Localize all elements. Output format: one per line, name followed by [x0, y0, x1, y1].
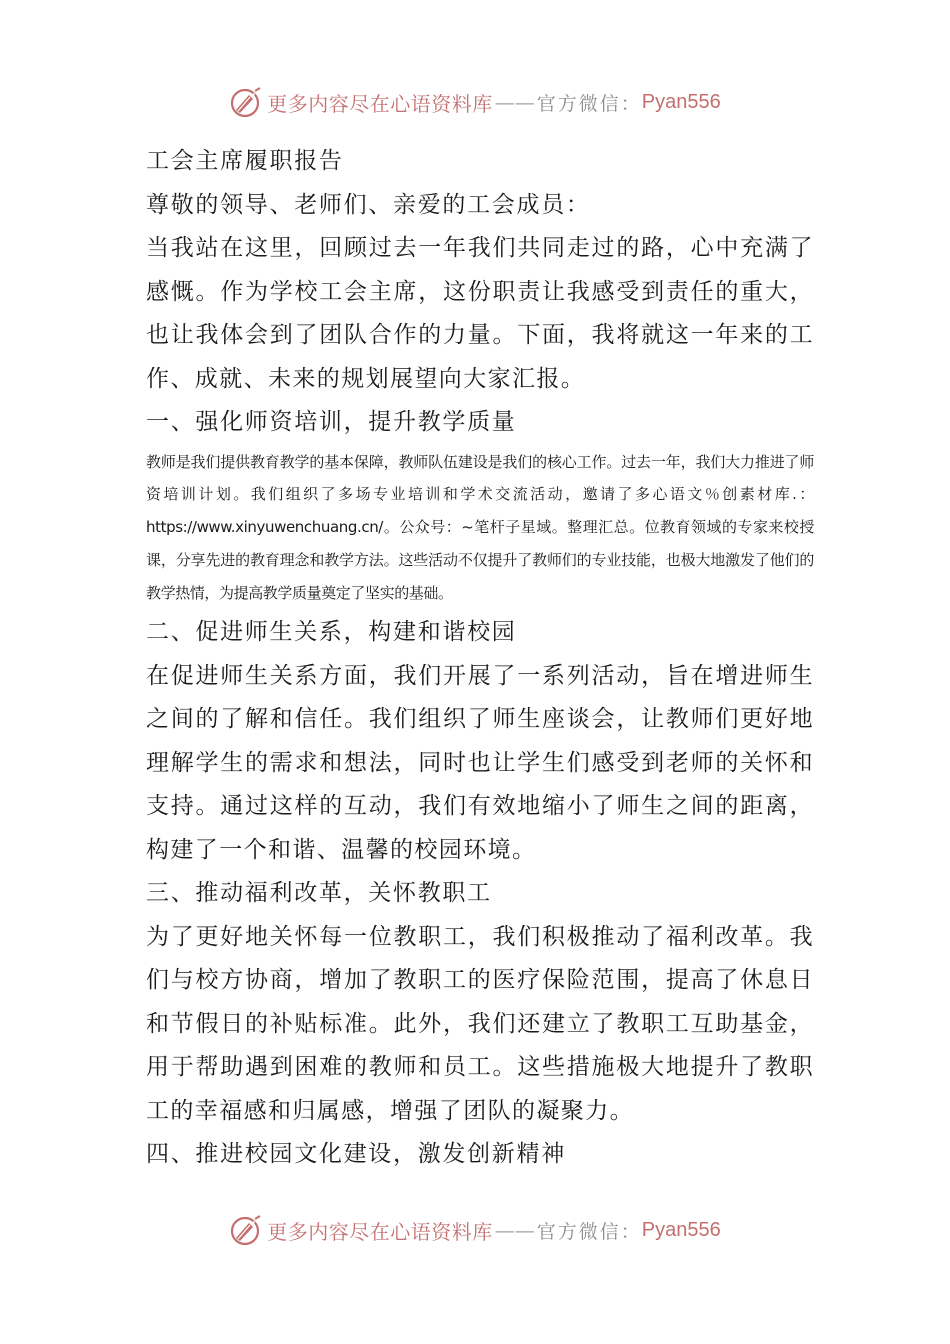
- banner-separator: ——: [494, 90, 535, 114]
- document-title: 工会主席履职报告: [146, 148, 344, 174]
- banner-official-label: 官方微信：: [536, 92, 642, 115]
- section-4-heading: 四、推进校园文化建设，激发创新精神: [146, 1141, 566, 1168]
- banner-official-label: 官方微信：: [536, 1220, 642, 1243]
- intro-paragraph: 当我站在这里，回顾过去一年我们共同走过的路，心中充满了感慨。作为学校工会主席，这份职责让我感受到责任的重大，也让我体会到了团队合作的力量。下面，我将就这一年来的工作、成就、未来的规划展望向大家汇报。: [146, 235, 814, 392]
- banner-separator: ——: [494, 1218, 535, 1242]
- banner-text: 更多内容尽在心语资料库: [267, 1219, 493, 1244]
- footer-banner: [0, 1210, 950, 1250]
- document-body: [146, 140, 814, 1177]
- section-3-heading: 三、推动福利改革，关怀教职工: [146, 880, 492, 907]
- section-1-heading: 一、强化师资培训，提升教学质量: [146, 409, 517, 435]
- banner-text: 更多内容尽在心语资料库: [267, 91, 493, 116]
- greeting: 尊敬的领导、老师们、亲爱的工会成员：: [146, 191, 591, 218]
- section-3-paragraph: 为了更好地关怀每一位教职工，我们积极推动了福利改革。我们与校方协商，增加了教职工的医疗保险范围，提高了休息日和节假日的补贴标准。此外，我们还建立了教职工互助基金，用于帮助遇到困难的教师和员工。这些措施极大地提升了教职工的幸福感和归属感，增强了团队的凝聚力。: [146, 923, 814, 1124]
- banner-wechat-id: Pyan556: [641, 90, 721, 113]
- section-2-heading: 二、促进师生关系，构建和谐校园: [146, 619, 517, 646]
- pen-nib-logo-icon: [229, 1213, 263, 1247]
- header-banner: [0, 82, 950, 122]
- pen-nib-logo-icon: [229, 85, 263, 119]
- section-1-paragraph: 教师是我们提供教育教学的基本保障，教师队伍建设是我们的核心工作。过去一年，我们大力推进了师资培训计划。我们组织了多场专业培训和学术交流活动，邀请了多心语文％创素材库.：https://www.xinyuwenchuang.cn/。公众号：~笔杆子星域。整理汇总。位教育领域的专家来校授课，分享先进的教育理念和教学方法。这些活动不仅提升了教师们的专业技能，也极大地激发了他们的教学热情，为提高教学质量奠定了坚实的基础。: [146, 452, 814, 602]
- section-2-paragraph: 在促进师生关系方面，我们开展了一系列活动，旨在增进师生之间的了解和信任。我们组织了师生座谈会，让教师们更好地理解学生的需求和想法，同时也让学生们感受到老师的关怀和支持。通过这样的互动，我们有效地缩小了师生之间的距离，构建了一个和谐、温馨的校园环境。: [146, 662, 814, 863]
- banner-wechat-id: Pyan556: [641, 1218, 721, 1241]
